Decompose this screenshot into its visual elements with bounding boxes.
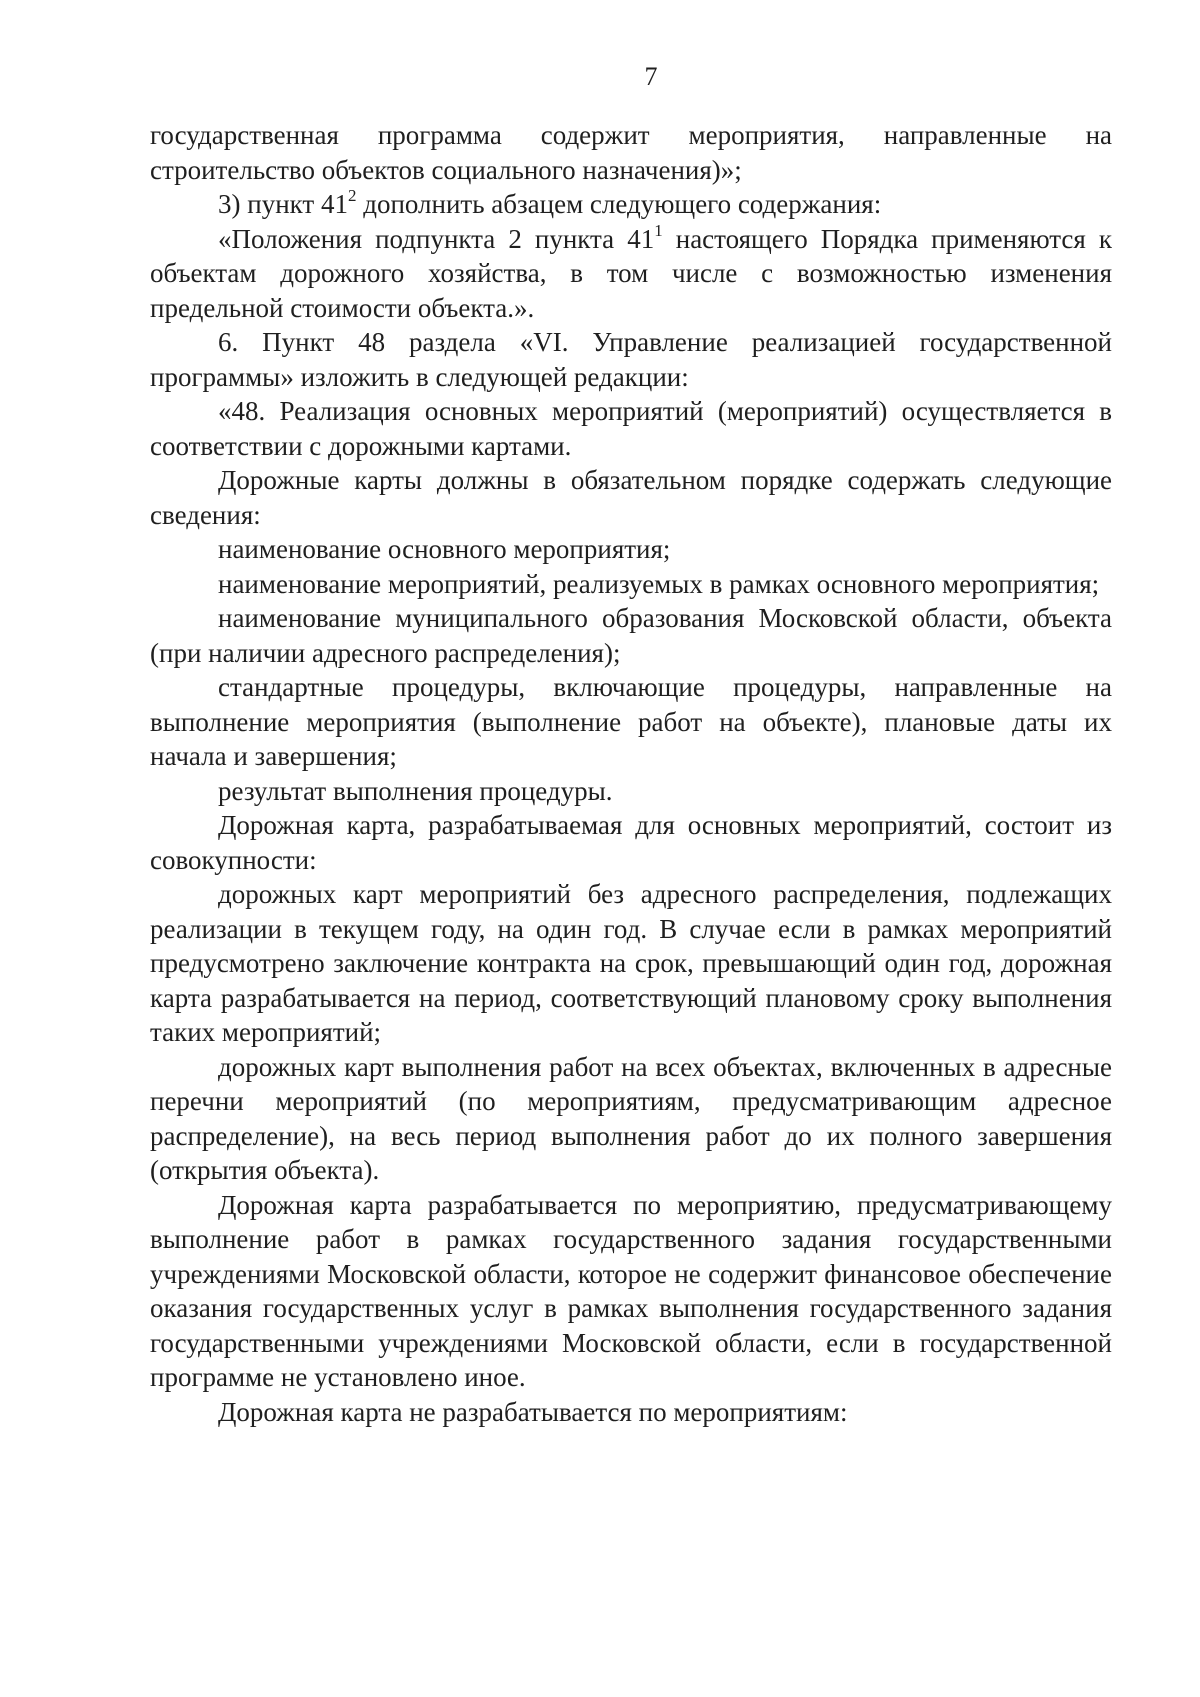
item-3-superscript: 2 xyxy=(347,186,357,205)
list-item-no-address: дорожных карт мероприятий без адресного распределения, подлежащих реализации в текущем году, на один год. В случае если в рамках мероприятий предусмотрено заключение контракта на срок, превышающий один год, дорожная карта разрабатывается на период, соответствующий плановому сроку выполнения таких мероприятий; xyxy=(150,879,1112,1047)
item-3-prefix: 3) пункт 41 xyxy=(218,189,348,219)
paragraph-not-developed: Дорожная карта не разрабатывается по мероприятиям: xyxy=(218,1396,848,1427)
paragraph-roadmap-composition: Дорожная карта, разрабатываемая для основных мероприятий, состоит из совокупности: xyxy=(150,810,1112,875)
paragraph-48: «48. Реализация основных мероприятий (мероприятий) осуществляется в соответствии с дорожными картами. xyxy=(150,396,1112,461)
paragraph-point-6: 6. Пункт 48 раздела «VI. Управление реализацией государственной программы» изложить в следующей редакции: xyxy=(150,327,1112,392)
list-item-main-activity: наименование основного мероприятия; xyxy=(218,534,671,564)
paragraph-roadmap-contents: Дорожные карты должны в обязательном порядке содержать следующие сведения: xyxy=(150,465,1112,530)
page-number: 7 xyxy=(644,62,658,91)
item-3-suffix: дополнить абзацем следующего содержания: xyxy=(356,189,882,219)
paragraph-state-assignment: Дорожная карта разрабатывается по мероприятию, предусматривающему выполнение работ в рамках государственного задания государственными учреждениями Московской области, которое не содержит финансовое обеспечение оказания государственных услуг в рамках выполнения государственного задания государственными учреждениями Московской области, если в государственной программе не установлено иное. xyxy=(150,1189,1112,1392)
list-item-result: результат выполнения процедуры. xyxy=(218,775,613,806)
quote-superscript: 1 xyxy=(654,220,663,240)
list-item-municipality: наименование муниципального образования Московской области, объекта (при наличии адресного распределения); xyxy=(150,603,1112,668)
list-item-objects: дорожных карт выполнения работ на всех объектах, включенных в адресные перечни мероприятий (по мероприятиям, предусматривающим адресное распределение), на весь период выполнения работ до их полного завершения (открытия объекта). xyxy=(150,1051,1112,1185)
paragraph-quote-provisions xyxy=(150,222,1112,326)
paragraph-continuation: государственная программа содержит мероприятия, направленные на строительство объектов социального назначения)»; xyxy=(150,120,1112,185)
list-item-activities: наименование мероприятий, реализуемых в рамках основного мероприятия; xyxy=(218,568,1100,599)
quote-suffix: настоящего Порядка применяются к объектам дорожного хозяйства, в том числе с возможностью изменения предельной стоимости объекта.». xyxy=(150,223,1112,323)
list-item-procedures: стандартные процедуры, включающие процедуры, направленные на выполнение мероприятия (выполнение работ на объекте), плановые даты их начала и завершения; xyxy=(150,672,1112,771)
quote-prefix: «Положения подпункта 2 пункта 41 xyxy=(218,223,655,254)
paragraph-item-3 xyxy=(150,187,1112,222)
